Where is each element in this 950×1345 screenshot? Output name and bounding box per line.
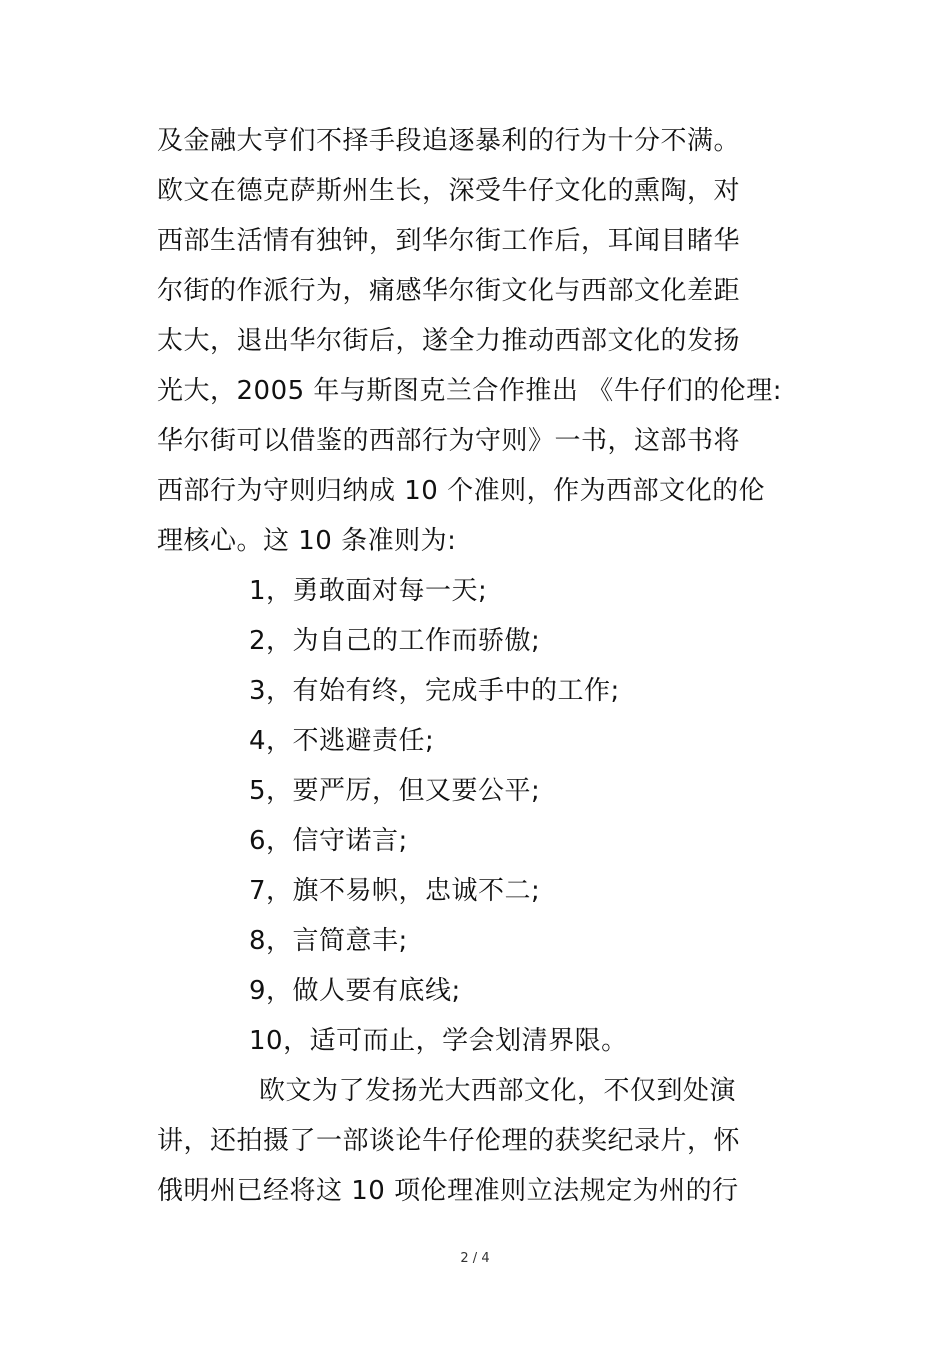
rule-item: 5，要严厉，但又要公平;: [249, 776, 541, 806]
paragraph-line: 太大，退出华尔街后，遂全力推动西部文化的发扬: [157, 326, 741, 356]
rule-item: 6，信守诺言;: [249, 826, 408, 856]
paragraph-line: 及金融大亨们不择手段追逐暴利的行为十分不满。: [157, 126, 741, 156]
rule-item: 10，适可而止，学会划清界限。: [249, 1026, 628, 1056]
rule-item: 3，有始有终，完成手中的工作;: [249, 676, 620, 706]
paragraph-line: 西部生活情有独钟，到华尔街工作后，耳闻目睹华: [157, 226, 741, 256]
paragraph-line: 理核心。这 10 条准则为:: [157, 526, 457, 556]
page-number: 2 / 4: [460, 1251, 490, 1266]
rule-item: 8，言简意丰;: [249, 926, 408, 956]
paragraph-line: 欧文在德克萨斯州生长，深受牛仔文化的熏陶，对: [157, 176, 741, 206]
paragraph-line: 欧文为了发扬光大西部文化，不仅到处演: [259, 1076, 737, 1106]
paragraph-line: 尔街的作派行为，痛感华尔街文化与西部文化差距: [157, 276, 741, 306]
rule-item: 7，旗不易帜，忠诚不二;: [249, 876, 541, 906]
rule-item: 9，做人要有底线;: [249, 976, 461, 1006]
paragraph-line: 光大，2005 年与斯图克兰合作推出 《牛仔们的伦理:: [157, 376, 782, 406]
rule-item: 2，为自己的工作而骄傲;: [249, 626, 541, 656]
paragraph-line: 俄明州已经将这 10 项伦理准则立法规定为州的行: [157, 1176, 739, 1206]
rule-item: 4，不逃避责任;: [249, 726, 435, 756]
rule-item: 1，勇敢面对每一天;: [249, 576, 488, 606]
paragraph-line: 华尔街可以借鉴的西部行为守则》一书，这部书将: [157, 426, 741, 456]
paragraph-line: 西部行为守则归纳成 10 个准则，作为西部文化的伦: [157, 476, 766, 506]
paragraph-line: 讲，还拍摄了一部谈论牛仔伦理的获奖纪录片，怀: [157, 1126, 741, 1156]
